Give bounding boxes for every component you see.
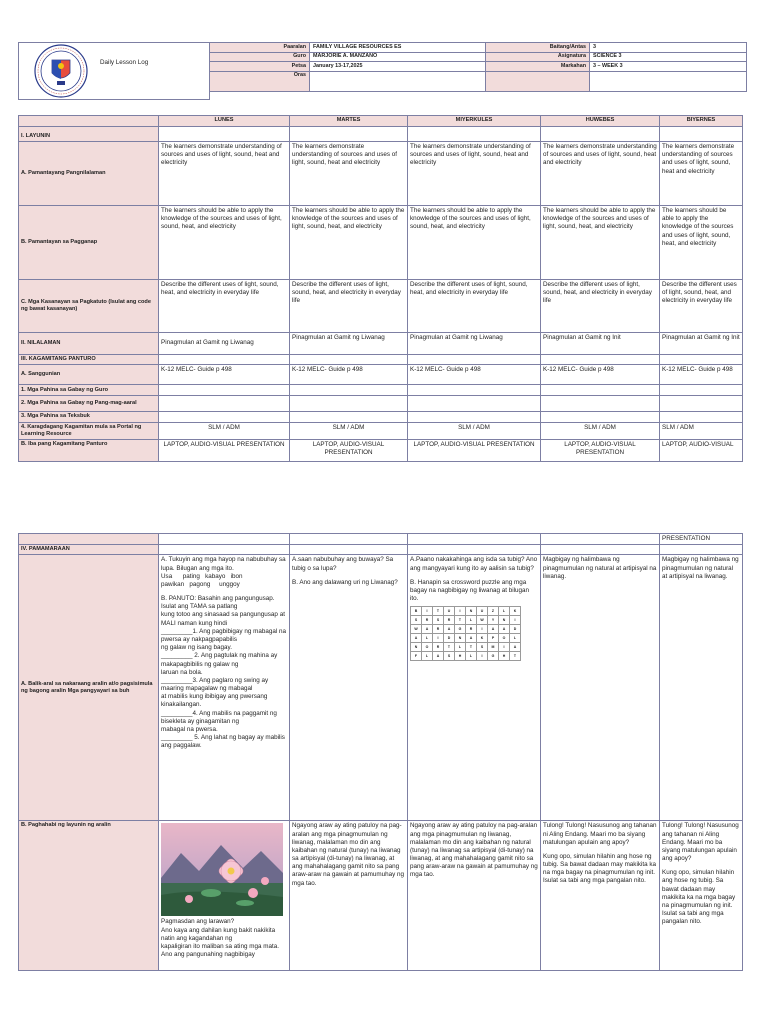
row-label: 1. Mga Pahina sa Gabay ng Guro xyxy=(19,385,159,396)
day-header: BIYERNES xyxy=(660,116,743,127)
crossword-cell: U xyxy=(444,607,455,616)
table-cell: Pinagmulan at Gamit ng Liwanag xyxy=(159,333,290,355)
table-cell: Pagmasdan ang larawan? Ano kaya ang dahilan kung bakit nakikita natin ang kagandahan ng kapaligiran ito maliban sa ating mga mata. Ano ang pangunahing nagbibigay xyxy=(159,821,290,971)
blank-value xyxy=(590,71,747,91)
table-cell: The learners demonstrate understanding of sources and uses of light, sound, heat and electricity xyxy=(290,142,408,206)
row-label: 2. Mga Pahina sa Gabay ng Pang-mag-aaral xyxy=(19,396,159,412)
paaralan-value: FAMILY VILLAGE RESOURCES ES xyxy=(310,43,486,53)
table-cell: LAPTOP, AUDIO-VISUAL PRESENTATION xyxy=(541,440,660,462)
crossword-cell: D xyxy=(510,625,521,634)
crossword-cell: I xyxy=(455,607,466,616)
table-cell: Describe the different uses of light, sound, heat, and electricity in everyday life xyxy=(159,280,290,333)
table-cell: Pinagmulan at Gamit ng Liwanag xyxy=(290,333,408,355)
day-header: MARTES xyxy=(290,116,408,127)
row-label: 3. Mga Pahina sa Teksbuk xyxy=(19,412,159,422)
table-cell: K-12 MELC- Guide p 498 xyxy=(290,365,408,385)
table-cell: The learners demonstrate understanding of sources and uses of light, sound, heat and electricity xyxy=(541,142,660,206)
petsa-label: Petsa xyxy=(210,62,310,72)
crossword-cell: R xyxy=(433,625,444,634)
markahan-value: 3 – WEEK 3 xyxy=(590,62,747,72)
crossword-cell: A xyxy=(510,643,521,652)
crossword-cell: T xyxy=(455,616,466,625)
table-cell: SLM / ADM xyxy=(408,422,541,440)
crossword-cell: A xyxy=(411,634,422,643)
crossword-cell: S xyxy=(433,616,444,625)
crossword-cell: N xyxy=(466,607,477,616)
deped-seal-icon xyxy=(30,43,92,99)
crossword-cell: S xyxy=(477,643,488,652)
crossword-cell: N xyxy=(411,643,422,652)
table-cell: A.saan nabubuhay ang buwaya? Sa tubig o sa lupa? B. Ano ang dalawang uri ng Liwanag? xyxy=(290,555,408,821)
crossword-cell: L xyxy=(422,634,433,643)
table-cell: Tulong! Tulong! Nasusunog ang tahanan ni Aling Endang. Maari mo ba siyang matulungan apulain ang apoy? Kung opo, simulan hilahin ang hose ng tubig. Sa bawat dadaan may makikita ka na mga bagay na pinagmumulan ng init. Isulat sa tabi ang mga pangalan nito. xyxy=(541,821,660,971)
table-cell: Describe the different uses of light, sound, heat, and electricity in everyday life xyxy=(408,280,541,333)
oras-value xyxy=(310,71,486,91)
guro-label: Guro xyxy=(210,52,310,62)
crossword-cell: R xyxy=(466,625,477,634)
table-cell: PRESENTATION xyxy=(660,534,743,545)
crossword-cell: T xyxy=(444,643,455,652)
crossword-cell: Z xyxy=(488,607,499,616)
crossword-cell: H xyxy=(455,652,466,661)
table-cell: Magbigay ng halimbawa ng pinagmumulan ng natural at artipisyal na liwanag. xyxy=(541,555,660,821)
corner-cell xyxy=(19,116,159,127)
crossword-cell: A xyxy=(466,634,477,643)
crossword-cell: I xyxy=(510,616,521,625)
crossword-cell: I xyxy=(422,607,433,616)
table-cell: SLM / ADM xyxy=(660,422,743,440)
table-cell: A. Tukuyin ang mga hayop na nabubuhay sa lupa. Bilugan ang mga ito. Usa pating kabayo ibon pawikan pagong unggoy B. PANUTO: Basahin ang pangungusap. Isulat ang TAMA sa patlang kung totoo ang sinasaad sa pangungusap at MALI naman kung hindi _________1. Ang pagbibigay ng mabagal na pwersa ay nakpagpapabilis ng galaw ng isang bagay. _________ 2. Ang pagtulak ng mahina ay makapagbibilis ng galaw ng laruan na bola. _________3. Ang paglaro ng swing ay maaring mapagalaw ng mabagal at mabilis kung ibibigay ang pwersang kinakailangan. _________4. Ang mabilis na paggamit ng bisekleta ay ginagamitan ng mabagal na pwersa. _________ 5. Ang lahat ng bagay ay mabilis ang paggalaw. xyxy=(159,555,290,821)
crossword-cell: I xyxy=(499,643,510,652)
row-label: 4. Karagdagang Kagamitan mula sa Portal ng Learning Resource xyxy=(19,422,159,440)
header-info-table xyxy=(209,42,747,92)
crossword-cell: Y xyxy=(488,616,499,625)
crossword-cell: T xyxy=(433,607,444,616)
crossword-cell: O xyxy=(499,634,510,643)
crossword-cell: O xyxy=(422,643,433,652)
table-cell: The learners should be able to apply the knowledge of the sources and uses of light, sound, heat, and electricity xyxy=(290,206,408,280)
section-kagamitang: III. KAGAMITANG PANTURO xyxy=(19,355,159,365)
crossword-cell: A xyxy=(444,625,455,634)
table-cell: K-12 MELC- Guide p 498 xyxy=(408,365,541,385)
guro-value: MARJORIE A. MANZANO xyxy=(310,52,486,62)
lesson-log-table-part1 xyxy=(18,115,743,462)
crossword-cell: L xyxy=(455,643,466,652)
row-label: A. Balik-aral sa nakaraang aralin at/o pagsisimula ng bagong aralin Mga pangyayari sa buh xyxy=(19,555,159,821)
table-cell: Pinagmulan at Gamit ng Liwanag xyxy=(408,333,541,355)
row-label: B. Iba pang Kagamitang Panturo xyxy=(19,440,159,462)
crossword-cell: R xyxy=(422,616,433,625)
table-cell: Describe the different uses of light, sound, heat, and electricity in everyday life xyxy=(290,280,408,333)
crossword-cell: A xyxy=(499,625,510,634)
asignatura-label: Asignatura xyxy=(486,52,590,62)
table-cell: LAPTOP, AUDIO-VISUAL PRESENTATION xyxy=(159,440,290,462)
table-cell: A.Paano nakakahinga ang isda sa tubig? Ano ang mangyayari kung ito ay aalisin sa tubig? B. Hanapin sa crossword puzzle ang mga bagay na nagbibigay ng liwanag at bilugan ito. B I T U I N U Z L K S R S R T L W Y N I W A R A G R I A A D A L I D N A K P O L N O R T L T S M I A F L A S H L I G H T xyxy=(408,555,541,821)
crossword-cell: L xyxy=(510,634,521,643)
day-header: LUNES xyxy=(159,116,290,127)
crossword-cell: A xyxy=(422,625,433,634)
crossword-cell: K xyxy=(510,607,521,616)
table-cell: K-12 MELC- Guide p 498 xyxy=(159,365,290,385)
table-cell: The learners should be able to apply the knowledge of the sources and uses of light, sound, heat, and electricity xyxy=(660,206,743,280)
table-cell: Magbigay ng halimbawa ng pinagmumulan ng natural at artipisyal na liwanag. xyxy=(660,555,743,821)
crossword-cell: R xyxy=(444,616,455,625)
crossword-cell: L xyxy=(422,652,433,661)
crossword-cell: G xyxy=(488,652,499,661)
crossword-cell: D xyxy=(444,634,455,643)
paaralan-label: Paaralan xyxy=(210,43,310,53)
crossword-cell: N xyxy=(455,634,466,643)
table-cell: LAPTOP, AUDIO-VISUAL xyxy=(660,440,743,462)
row-label: A. Sanggunian xyxy=(19,365,159,385)
crossword-cell: M xyxy=(488,643,499,652)
section-layunin: I. LAYUNIN xyxy=(19,127,159,142)
petsa-value: January 13-17,2025 xyxy=(310,62,486,72)
table-cell: Describe the different uses of light, sound, heat, and electricity in everyday life xyxy=(660,280,743,333)
crossword-cell: L xyxy=(499,607,510,616)
table-cell: K-12 MELC- Guide p 498 xyxy=(541,365,660,385)
crossword-cell: H xyxy=(499,652,510,661)
row-label: II. NILALAMAN xyxy=(19,333,159,355)
day-header: HUWEBES xyxy=(541,116,660,127)
table-cell: Pinagmulan at Gamit ng Init xyxy=(660,333,743,355)
asignatura-value: SCIENCE 3 xyxy=(590,52,747,62)
table-cell: The learners demonstrate understanding of sources and uses of light, sound, heat and electricity xyxy=(408,142,541,206)
baitang-value: 3 xyxy=(590,43,747,53)
table-cell: Ngayong araw ay ating patuloy na pag-aralan ang mga pinagmumulan ng liwanag, malalaman mo din ang kaibahan ng natural (tunay) na liwanag sa artipisyal (di-tunay) na liwanag, at ang mahahalagang gamit nito sa pang araw-araw na gawain at pamumuhay ng mga tao. xyxy=(290,821,408,971)
crossword-cell: T xyxy=(510,652,521,661)
table-cell: SLM / ADM xyxy=(159,422,290,440)
flower-landscape-image xyxy=(161,823,283,916)
markahan-label: Markahan xyxy=(486,62,590,72)
table-cell: Tulong! Tulong! Nasusunog ang tahanan ni Aling Endang. Maari mo ba siyang matulungan apulain ang apoy? Kung opo, simulan hilahin ang hose ng tubig. Sa bawat dadaan may makikita ka na mga bagay na pinagmumulan ng init. Isulat sa tabi ang mga pangalan nito. xyxy=(660,821,743,971)
crossword-cell: I xyxy=(477,625,488,634)
row-label: A. Pamantayang Pangnilalaman xyxy=(19,142,159,206)
crossword-cell: I xyxy=(477,652,488,661)
table-cell: The learners demonstrate understanding of sources and uses of light, sound, heat and electricity xyxy=(159,142,290,206)
row-label: B. Pamantayan sa Pagganap xyxy=(19,206,159,280)
table-cell: SLM / ADM xyxy=(541,422,660,440)
crossword-cell: B xyxy=(411,607,422,616)
crossword-puzzle xyxy=(410,606,521,661)
crossword-cell: R xyxy=(433,643,444,652)
crossword-cell: K xyxy=(477,634,488,643)
table-cell: The learners should be able to apply the knowledge of the sources and uses of light, sound, heat, and electricity xyxy=(159,206,290,280)
crossword-cell: N xyxy=(499,616,510,625)
crossword-cell: A xyxy=(433,652,444,661)
table-cell: Pinagmulan at Gamit ng Init xyxy=(541,333,660,355)
crossword-cell: W xyxy=(477,616,488,625)
crossword-cell: U xyxy=(477,607,488,616)
lesson-log-table-part2 xyxy=(18,533,743,971)
crossword-cell: S xyxy=(444,652,455,661)
baitang-label: Baitang/Antas xyxy=(486,43,590,53)
crossword-cell: P xyxy=(488,634,499,643)
table-cell: The learners demonstrate understanding of sources and uses of light, sound, heat and electricity xyxy=(660,142,743,206)
crossword-cell: W xyxy=(411,625,422,634)
day-header: MIYERKULES xyxy=(408,116,541,127)
crossword-cell: S xyxy=(411,616,422,625)
table-cell: The learners should be able to apply the knowledge of the sources and uses of light, sound, heat, and electricity xyxy=(408,206,541,280)
crossword-cell: I xyxy=(433,634,444,643)
row-label: C. Mga Kasanayan sa Pagkatuto (Isulat ang code ng bawat kasanayan) xyxy=(19,280,159,333)
table-cell: LAPTOP, AUDIO-VISUAL PRESENTATION xyxy=(290,440,408,462)
blank-label xyxy=(486,71,590,91)
table-cell: SLM / ADM xyxy=(290,422,408,440)
crossword-cell: T xyxy=(466,643,477,652)
crossword-cell: L xyxy=(466,616,477,625)
row-label: B. Paghahabi ng layunin ng aralin xyxy=(19,821,159,971)
table-cell: LAPTOP, AUDIO-VISUAL PRESENTATION xyxy=(408,440,541,462)
table-cell: Describe the different uses of light, sound, heat, and electricity in everyday life xyxy=(541,280,660,333)
crossword-cell: A xyxy=(488,625,499,634)
section-pamamaraan: IV. PAMAMARAAN xyxy=(19,545,159,555)
crossword-cell: G xyxy=(455,625,466,634)
daily-lesson-log-title: Daily Lesson Log xyxy=(100,59,149,66)
crossword-cell: F xyxy=(411,652,422,661)
table-cell: K-12 MELC- Guide p 498 xyxy=(660,365,743,385)
table-cell: Ngayong araw ay ating patuloy na pag-aralan ang mga pinagmumulan ng liwanag, malalaman mo din ang kaibahan ng natural (tunay) na liwanag sa artipisyal (di-tunay) na liwanag, at ang mahahalagang gamit nito sa pang araw-araw na gawain at pamumuhay ng mga tao. xyxy=(408,821,541,971)
crossword-cell: L xyxy=(466,652,477,661)
oras-label: Oras xyxy=(210,71,310,91)
table-cell: The learners should be able to apply the knowledge of the sources and uses of light, sound, heat, and electricity xyxy=(541,206,660,280)
